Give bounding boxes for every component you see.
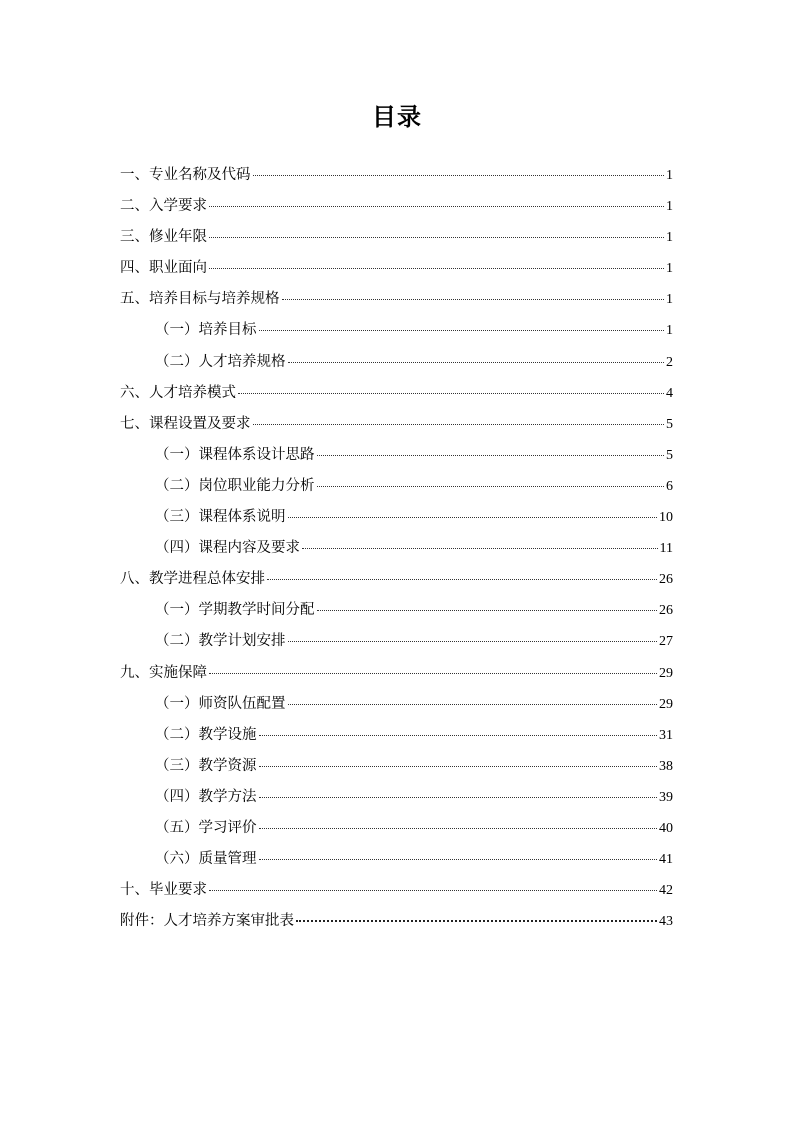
dot-leader <box>253 423 665 425</box>
toc-entry-label: （六）质量管理 <box>155 851 257 868</box>
dot-leader <box>288 640 658 642</box>
toc-entry-label: （四）课程内容及要求 <box>155 540 300 557</box>
toc-entry-page: 5 <box>666 416 673 432</box>
toc-entry-label: 附件：人才培养方案审批表 <box>120 913 294 930</box>
toc-entry-appendix[interactable] <box>120 906 673 937</box>
dot-leader <box>253 174 665 176</box>
toc-entry-label: （二）教学计划安排 <box>155 633 286 650</box>
dot-leader <box>267 578 657 580</box>
toc-entry-page: 6 <box>666 478 673 494</box>
toc-entry-label: （四）教学方法 <box>155 788 257 805</box>
dot-leader <box>259 329 665 331</box>
dot-leader <box>259 734 658 736</box>
toc-entry[interactable] <box>120 409 673 440</box>
toc-entry[interactable] <box>120 253 673 284</box>
toc-entry[interactable] <box>120 378 673 409</box>
toc-entry[interactable] <box>120 284 673 315</box>
dot-leader <box>259 827 658 829</box>
toc-entry-page: 1 <box>666 168 673 183</box>
toc-entry-page: 38 <box>659 758 673 774</box>
dot-leader <box>209 205 664 207</box>
toc-entry-label: 一、专业名称及代码 <box>120 167 251 183</box>
toc-entry-page: 31 <box>659 727 673 743</box>
page-title: 目录 <box>372 103 422 131</box>
dot-leader <box>209 672 657 674</box>
toc-entry-page: 11 <box>659 541 673 557</box>
toc-entry-page: 1 <box>666 292 673 308</box>
toc-entry[interactable] <box>120 222 673 253</box>
dot-leader <box>209 267 664 269</box>
toc-entry-label: 六、人才培养模式 <box>120 384 236 401</box>
toc-entry-page: 42 <box>659 883 673 899</box>
toc-entry-label: （一）培养目标 <box>155 322 257 339</box>
toc-entry-page: 1 <box>666 261 673 277</box>
toc-entry-label: （二）岗位职业能力分析 <box>155 477 315 494</box>
dot-leader <box>259 796 658 798</box>
toc-entry[interactable] <box>120 191 673 222</box>
toc-subentry[interactable] <box>120 689 673 720</box>
toc-entry-label: 五、培养目标与培养规格 <box>120 291 280 308</box>
toc-subentry[interactable] <box>120 533 673 564</box>
dot-leader <box>317 454 665 456</box>
toc-entry-label: （一）师资队伍配置 <box>155 695 286 712</box>
dot-leader <box>302 547 658 549</box>
toc-entry-label: （三）教学资源 <box>155 757 257 774</box>
toc-entry-label: 三、修业年限 <box>120 229 207 246</box>
toc-entry-page: 26 <box>659 572 673 588</box>
toc-entry-page: 26 <box>659 603 673 619</box>
toc-subentry[interactable] <box>120 347 673 378</box>
dot-leader <box>317 485 665 487</box>
toc-entry-label: （二）教学设施 <box>155 726 257 743</box>
dot-leader <box>288 516 658 518</box>
toc-entry-label: 十、毕业要求 <box>120 882 207 899</box>
toc-entry-page: 2 <box>666 354 673 370</box>
dot-leader <box>296 919 657 922</box>
toc-entry-page: 5 <box>666 447 673 463</box>
toc-entry[interactable] <box>120 160 673 191</box>
toc-entry-page: 41 <box>659 852 673 868</box>
toc-entry-label: （一）学期教学时间分配 <box>155 602 315 619</box>
toc-subentry[interactable] <box>120 315 673 346</box>
toc-subentry[interactable] <box>120 813 673 844</box>
toc-entry[interactable] <box>120 658 673 689</box>
table-of-contents <box>120 160 673 937</box>
toc-entry-label: 四、职业面向 <box>120 260 207 277</box>
dot-leader <box>259 765 658 767</box>
toc-entry[interactable] <box>120 875 673 906</box>
toc-entry-label: （一）课程体系设计思路 <box>155 446 315 463</box>
toc-entry-label: 八、教学进程总体安排 <box>120 571 265 588</box>
dot-leader <box>259 858 658 860</box>
dot-leader <box>317 609 658 611</box>
toc-entry-page: 43 <box>659 914 673 930</box>
dot-leader <box>209 236 664 238</box>
toc-subentry[interactable] <box>120 440 673 471</box>
toc-entry-page: 1 <box>666 230 673 246</box>
toc-entry-page: 1 <box>666 199 673 215</box>
dot-leader <box>209 889 657 891</box>
toc-entry-label: 七、课程设置及要求 <box>120 415 251 432</box>
toc-subentry[interactable] <box>120 844 673 875</box>
toc-entry-label: 二、入学要求 <box>120 198 207 215</box>
toc-entry-page: 29 <box>659 696 673 712</box>
toc-subentry[interactable] <box>120 502 673 533</box>
toc-entry-page: 10 <box>659 510 673 526</box>
toc-entry-page: 27 <box>659 634 673 650</box>
dot-leader <box>288 703 658 705</box>
toc-entry-label: 九、实施保障 <box>120 664 207 681</box>
toc-entry[interactable] <box>120 564 673 595</box>
toc-entry-page: 4 <box>666 385 673 401</box>
toc-subentry[interactable] <box>120 626 673 657</box>
toc-entry-label: （五）学习评价 <box>155 819 257 836</box>
toc-subentry[interactable] <box>120 595 673 626</box>
toc-subentry[interactable] <box>120 751 673 782</box>
toc-subentry[interactable] <box>120 782 673 813</box>
toc-entry-page: 1 <box>666 323 673 339</box>
toc-entry-label: （二）人才培养规格 <box>155 353 286 370</box>
toc-entry-page: 40 <box>659 820 673 836</box>
dot-leader <box>288 361 665 363</box>
toc-entry-page: 29 <box>659 665 673 681</box>
toc-subentry[interactable] <box>120 720 673 751</box>
dot-leader <box>282 298 665 300</box>
toc-entry-page: 39 <box>659 789 673 805</box>
toc-subentry[interactable] <box>120 471 673 502</box>
dot-leader <box>238 392 664 394</box>
toc-entry-label: （三）课程体系说明 <box>155 509 286 526</box>
